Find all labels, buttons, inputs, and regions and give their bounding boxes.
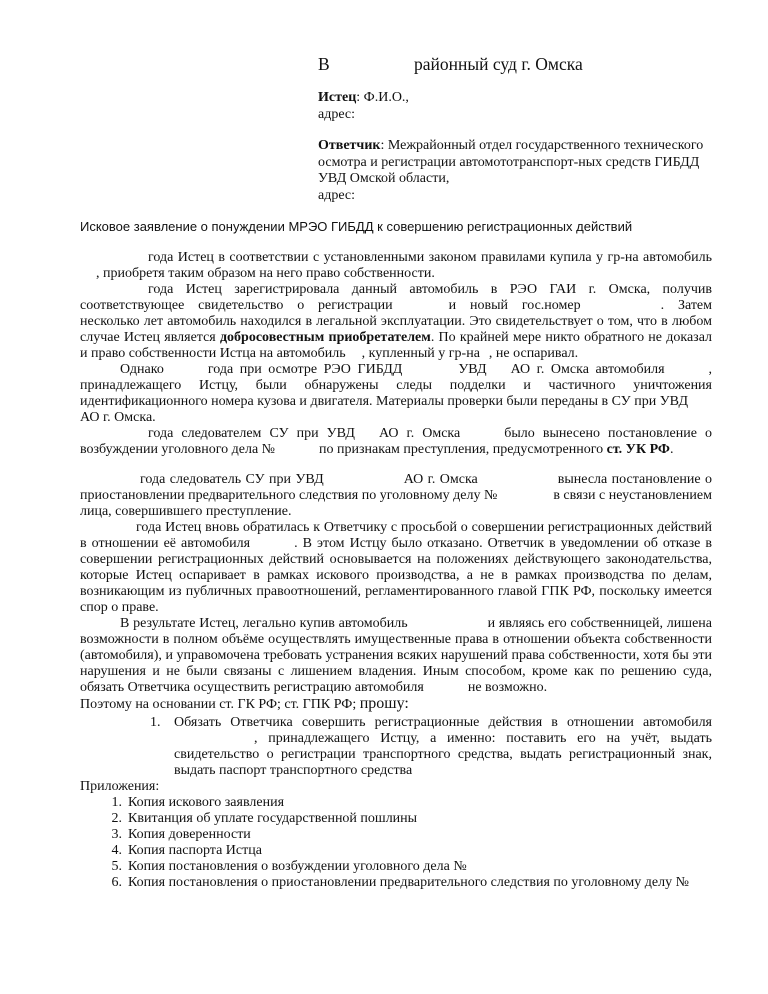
paragraph-1-text-a: года Истец в соответствии с установленными законом правилами купила у гр-на автомобиль [148, 250, 712, 265]
legal-basis-text: Поэтому на основании ст. ГК РФ; ст. ГПК РФ; [80, 697, 357, 712]
paragraph-4-text-c: было вынесено постановление о возбуждении уголовного дела № [80, 426, 712, 457]
defendant-block [318, 138, 714, 204]
paragraph-7 [80, 616, 712, 696]
paragraph-1 [80, 250, 712, 282]
document-body [80, 250, 712, 891]
defendant-label: Ответчик [318, 138, 381, 153]
paragraph-4 [80, 426, 712, 458]
document-title: Исковое заявление о понуждении МРЭО ГИБДД к совершению регистрационных действий [80, 219, 633, 234]
attachment-item [80, 811, 712, 827]
request-text-a: Обязать Ответчика совершить регистрационные действия в отношении автомобиля [174, 715, 712, 730]
paragraph-2-text-d: . По крайней мере никто обратного не доказал и право собственности Истца на автомобиль [80, 330, 713, 361]
request-number: 1. [150, 715, 161, 730]
paragraph-2-text-c: . Затем несколько лет автомобиль находился в легальной эксплуатации. Это свидетельствует о том, что в любом случае Истец является [80, 298, 713, 345]
paragraph-3-text-b: года при осмотре РЭО ГИБДД [207, 362, 403, 377]
plaintiff-block [318, 90, 718, 123]
paragraph-4-text-a: года следователем СУ при УВД [148, 426, 355, 441]
paragraph-6-text-a: года Истец вновь обратилась к Ответчику с просьбой о совершении регистрационных действий в отношении её автомобиля [80, 520, 712, 551]
attachments-title: Приложения: [80, 779, 160, 794]
paragraph-2-text-e: , купленный у гр-на [361, 346, 480, 361]
request-text-b: , принадлежащего Истцу, а именно: поставить его на учёт, выдать свидетельство о регистрации транспортного средства, выдать регистрационный знак, выдать паспорт транспортного средства [174, 731, 712, 778]
plaintiff-address: адрес: [318, 106, 356, 122]
attachment-number: 3. [111, 827, 122, 842]
attachment-text: Квитанция об уплате государственной пошлины [128, 811, 418, 826]
defendant-value: : Межрайонный отдел государственного технического осмотра и регистрации автомототранспорт-ных средств ГИБДД УВД Омской области, [318, 138, 704, 186]
paragraph-2-text-f: , не оспаривал. [488, 346, 579, 361]
paragraph-5-text-a: года следователь СУ при УВД [140, 472, 324, 487]
attachment-text: Копия паспорта Истца [128, 843, 262, 858]
attachment-number: 4. [111, 843, 122, 858]
paragraph-4-text-d: по признакам преступления, предусмотренного [319, 442, 604, 457]
defendant-address: адрес: [318, 187, 356, 203]
attachment-number: 1. [111, 795, 122, 810]
paragraph-5-text-c: вынесла постановление о приостановлении предварительного следствия по уголовному делу № [80, 472, 712, 503]
attachment-text: Копия искового заявления [128, 795, 285, 810]
court-prefix: В [318, 54, 330, 74]
plaintiff-value: : Ф.И.О., [356, 90, 409, 105]
paragraph-6 [80, 520, 712, 616]
paragraph-4-text-e: . [669, 442, 674, 457]
paragraph-2 [80, 282, 712, 362]
criminal-code-article-bold: ст. УК РФ [606, 442, 670, 457]
paragraph-3-text-f: принадлежащего Истцу, были обнаружены следы подделки и частичного уничтожения идентификационного номера кузова и двигателя. Материалы проверки были переданы в СУ при УВД [80, 378, 712, 409]
legal-basis-line [80, 696, 712, 713]
attachment-text: Копия постановления о возбуждении уголовного дела № [128, 859, 467, 874]
paragraph-3-text-a: Однако [120, 362, 164, 377]
attachment-item [80, 859, 712, 875]
attachment-item [80, 827, 712, 843]
paragraph-5 [80, 472, 712, 520]
plaintiff-label: Истец [318, 90, 357, 105]
paragraph-2-text-a: года Истец зарегистрировала данный автомобиль в РЭО ГАИ г. Омска, получив соответствующее свидетельство о регистрации [80, 282, 712, 313]
paragraph-3-text-d: АО г. Омска автомобиля [510, 362, 665, 377]
attachment-number: 5. [111, 859, 122, 874]
paragraph-4-text-b: АО г. Омска [378, 426, 461, 441]
paragraph-1-text-b: , приобретя таким образом на него право собственности. [96, 266, 435, 281]
paragraph-3 [80, 362, 712, 426]
paragraph-3-text-c: УВД [458, 362, 487, 377]
paragraph-7-text-a: В результате Истец, легально купив автомобиль [120, 616, 408, 631]
attachment-text: Копия постановления о приостановлении предварительного следствия по уголовному делу № [128, 875, 689, 890]
attachment-number: 6. [111, 875, 122, 890]
request-text [174, 715, 712, 779]
attachment-text: Копия доверенности [128, 827, 251, 842]
request-item [150, 715, 712, 779]
attachment-item [80, 875, 712, 891]
paragraph-2-text-b: и новый гос.номер [448, 298, 581, 313]
request-list [150, 715, 712, 779]
attachments-list [80, 795, 712, 891]
request-word: прошу: [359, 695, 409, 712]
paragraph-6-text-b: . В этом Истцу было отказано. Ответчик в уведомлении об отказе в совершении регистрационных действий основывается на положениях действующего законодательства, которые Истец оспаривает в рамках искового производства, а не в рамках производства по делам, возникающим из публичных правоотношений, регламентированного главой ГПК РФ, поскольку имеется спор о праве. [80, 536, 712, 615]
paragraph-7-text-c: не возможно. [467, 680, 548, 695]
court-name: районный суд г. Омска [414, 54, 583, 74]
paragraph-3-text-g: АО г. Омска. [80, 410, 156, 425]
attachment-item [80, 795, 712, 811]
paragraph-3-text-e: , [708, 362, 713, 377]
paragraph-5-text-b: АО г. Омска [403, 472, 478, 487]
attachment-item [80, 843, 712, 859]
paragraph-7-text-b: и являясь его собственницей, лишена возможности в полном объёме осуществлять имущественные права в отношении объекта собственности (автомобиля), и управомочена требовать устранения всяких нарушений права собственности, хотя бы эти нарушения и не были связаны с лишением владения. Иным способом, кроме как по решению суда, обязать Ответчика осуществить регистрацию автомобиля [80, 616, 712, 695]
good-faith-acquirer-bold: добросовестным приобретателем [219, 330, 431, 345]
attachment-number: 2. [111, 811, 122, 826]
paragraph-5-text-d: в связи с неустановлением лица, совершившего преступление. [80, 488, 712, 519]
